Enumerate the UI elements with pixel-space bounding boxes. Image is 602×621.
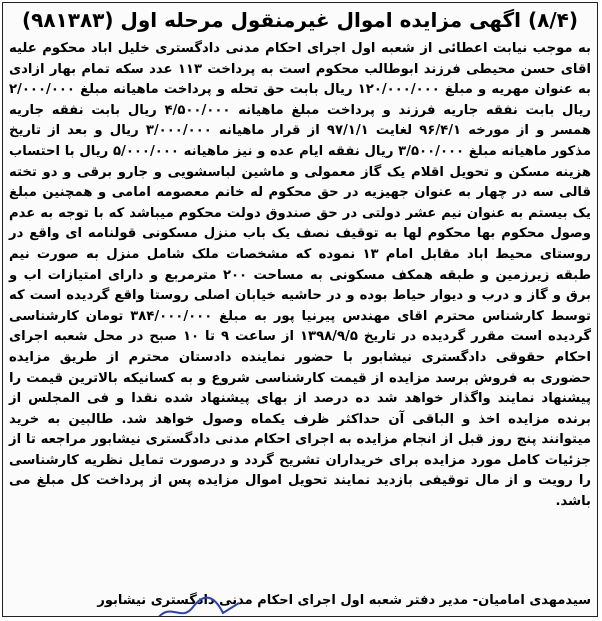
notice-body <box>9 39 591 513</box>
notice-body-text: به موجب نیابت اعطائی از شعبه اول اجرای احکام مدنی دادگستری خلیل اباد محکوم علیه اقای حسن محیطی فرزند ابوطالب محکوم است به پرداخت ۱۱۳ عدد سکه تمام بهار ازادی به عنوان مهریه و مبلغ ۱۲۰/۰۰۰/۰۰۰ ریال بابت حق تحله و پرداخت ماهیانه مبلغ ۲/۰۰۰/۰۰۰ ریال بابت نفقه جاریه فرزند و پرداخت مبلغ ماهیانه ۴/۵۰۰/۰۰۰ ریال بابت نفقه جاریه همسر و از مورخه ۹۶/۴/۱ لغایت ۹۷/۱/۱ از قرار ماهیانه ۳/۰۰۰/۰۰۰ ریال و بعد از تاریخ مذکور ماهیانه مبلغ ۳/۵۰۰/۰۰۰ ریال نفقه ایام عده و نیز ماهیانه ۵/۰۰۰/۰۰۰ ریال با احتساب هزینه مسکن و تحویل اقلام یک گاز معمولی و ماشین لباسشویی و جارو برقی و دو تخته قالی سه در چهار به عنوان جهیزیه در حق محکوم له خانم معصومه امامی و همچنین مبلغ یک بیستم به عنوان نیم عشر دولتی در حق صندوق دولت محکوم میباشد که با توجه به عدم وصول محکوم بها محکوم لها به توقیف نصف یک باب منزل مسکونی قولنامه ای واقع در روستای محیط اباد مقابل امام ۱۳ نموده که مشخصات ملک شامل منزل به صورت نیم طبقه زیرزمین و طبقه همکف مسکونی به مساحت ۲۰۰ مترمربع و دارای امتیازات اب و برق و گاز و درب و دیوار حیاط بوده و در حاشیه خیابان اصلی روستا واقع گردیده است که توسط کارشناس محترم اقای مهندس پیرنیا پور به مبلغ ۳۸۴/۰۰۰/۰۰۰ تومان کارشناسی گردیده است مقرر گردیده در تاریخ ۱۳۹۸/۹/۵ از ساعت ۹ تا ۱۰ صبح در محل شعبه اجرای احکام حقوقی دادگستری نیشابور با حضور نماینده دادستان محترم از طریق مزایده حضوری به فروش برسد مزایده از قیمت کارشناسی شروع و به کسانیکه بالاترین قیمت را پیشنهاد نمایند واگذار خواهد شد ده درصد از بهای پیشنهاد شده نقدا و فی المجلس از برنده مزایده اخذ و الباقی آن حداکثر ظرف یکماه وصول خواهد شد. طالبین به خرید میتوانند پنج روز قبل از انجام مزایده به اجرای احکام مدنی دادگستری نیشابور مراجعه تا از جزئیات کامل مورد مزایده برای خریداران تشریح گردد و درصورت تمایل نظریه کارشناسی را رویت و از مال توقیفی بازدید نمایند تحویل اموال مزایده پس از پرداخت کل مبلغ می باشد. <box>9 41 591 510</box>
notice-title: (۸/۴) اگهی مزایده اموال غیرمنقول مرحله اول (۹۸۱۳۸۳) <box>21 8 578 32</box>
notice-signature: سیدمهدی امامیان- مدیر دفتر شعبه اول اجرای احکام مدنی دادگستری نیشابور <box>97 593 591 608</box>
handwritten-signature-icon <box>153 593 243 617</box>
notice-frame <box>2 2 598 617</box>
